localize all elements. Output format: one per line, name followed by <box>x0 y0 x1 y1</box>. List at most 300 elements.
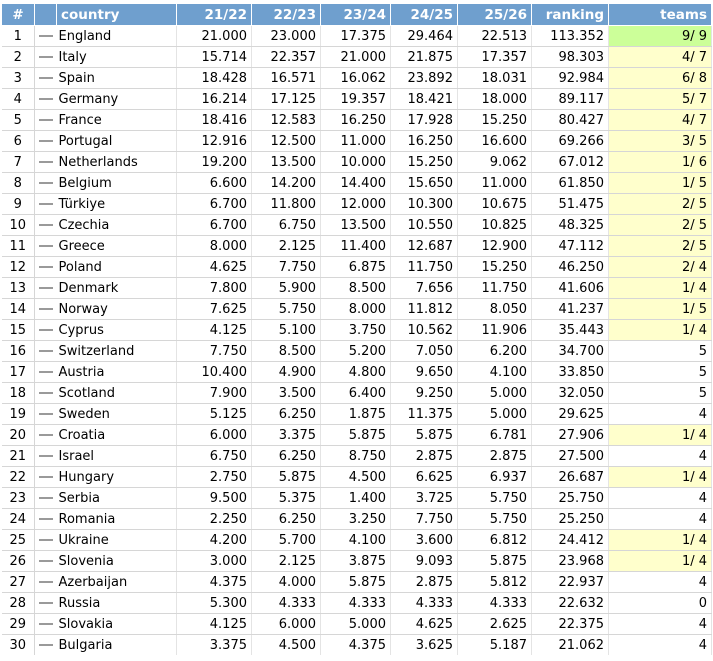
header-teams[interactable]: teams <box>609 4 712 26</box>
dash-icon <box>39 203 53 205</box>
season-2122-cell: 18.416 <box>177 110 252 131</box>
season-2122-cell: 4.125 <box>177 320 252 341</box>
table-row <box>2 530 712 551</box>
rank-cell: 27 <box>2 572 35 593</box>
header-trend <box>35 4 57 26</box>
season-2223-cell: 12.500 <box>252 131 321 152</box>
season-2526-cell: 22.513 <box>458 26 532 47</box>
teams-cell: 4 <box>609 635 712 656</box>
country-cell: Bulgaria <box>57 635 177 656</box>
season-2425-cell: 11.812 <box>391 299 458 320</box>
teams-cell: 5/ 7 <box>609 89 712 110</box>
table-row <box>2 26 712 47</box>
teams-cell: 2/ 4 <box>609 257 712 278</box>
season-2526-cell: 6.812 <box>458 530 532 551</box>
season-2223-cell: 6.750 <box>252 215 321 236</box>
trend-cell <box>35 614 57 635</box>
header-row <box>2 4 712 26</box>
season-2122-cell: 18.428 <box>177 68 252 89</box>
country-cell: Italy <box>57 47 177 68</box>
rank-cell: 22 <box>2 467 35 488</box>
teams-cell: 4 <box>609 614 712 635</box>
trend-cell <box>35 593 57 614</box>
season-2526-cell: 8.050 <box>458 299 532 320</box>
season-2122-cell: 7.625 <box>177 299 252 320</box>
ranking-cell: 51.475 <box>532 194 609 215</box>
dash-icon <box>39 35 53 37</box>
dash-icon <box>39 623 53 625</box>
country-cell: Russia <box>57 593 177 614</box>
teams-cell: 6/ 8 <box>609 68 712 89</box>
season-2122-cell: 4.625 <box>177 257 252 278</box>
table-row <box>2 173 712 194</box>
rank-cell: 12 <box>2 257 35 278</box>
table-row <box>2 404 712 425</box>
ranking-cell: 41.237 <box>532 299 609 320</box>
season-2425-cell: 9.650 <box>391 362 458 383</box>
season-2122-cell: 7.800 <box>177 278 252 299</box>
season-2324-cell: 4.375 <box>321 635 391 656</box>
season-2324-cell: 17.375 <box>321 26 391 47</box>
teams-cell: 2/ 5 <box>609 194 712 215</box>
trend-cell <box>35 152 57 173</box>
season-2526-cell: 2.875 <box>458 446 532 467</box>
dash-icon <box>39 476 53 478</box>
season-2526-cell: 11.906 <box>458 320 532 341</box>
table-row <box>2 215 712 236</box>
season-2425-cell: 10.300 <box>391 194 458 215</box>
season-2223-cell: 6.000 <box>252 614 321 635</box>
table-row <box>2 614 712 635</box>
rank-cell: 10 <box>2 215 35 236</box>
rank-cell: 3 <box>2 68 35 89</box>
season-2223-cell: 23.000 <box>252 26 321 47</box>
table-row <box>2 425 712 446</box>
season-2526-cell: 4.333 <box>458 593 532 614</box>
table-row <box>2 593 712 614</box>
season-2425-cell: 10.550 <box>391 215 458 236</box>
season-2526-cell: 10.675 <box>458 194 532 215</box>
teams-cell: 1/ 5 <box>609 173 712 194</box>
country-cell: Switzerland <box>57 341 177 362</box>
season-2425-cell: 10.562 <box>391 320 458 341</box>
teams-cell: 5 <box>609 383 712 404</box>
teams-cell: 1/ 6 <box>609 152 712 173</box>
season-2324-cell: 8.500 <box>321 278 391 299</box>
dash-icon <box>39 581 53 583</box>
dash-icon <box>39 539 53 541</box>
season-2324-cell: 5.200 <box>321 341 391 362</box>
dash-icon <box>39 56 53 58</box>
season-2223-cell: 6.250 <box>252 446 321 467</box>
season-2122-cell: 3.000 <box>177 551 252 572</box>
season-2324-cell: 13.500 <box>321 215 391 236</box>
season-2324-cell: 8.750 <box>321 446 391 467</box>
dash-icon <box>39 329 53 331</box>
ranking-cell: 32.050 <box>532 383 609 404</box>
dash-icon <box>39 455 53 457</box>
season-2122-cell: 2.250 <box>177 509 252 530</box>
season-2526-cell: 11.000 <box>458 173 532 194</box>
season-2324-cell: 11.000 <box>321 131 391 152</box>
table-row <box>2 152 712 173</box>
season-2425-cell: 23.892 <box>391 68 458 89</box>
season-2425-cell: 7.050 <box>391 341 458 362</box>
ranking-cell: 22.937 <box>532 572 609 593</box>
rank-cell: 28 <box>2 593 35 614</box>
dash-icon <box>39 224 53 226</box>
header-country[interactable]: country <box>57 4 177 26</box>
teams-cell: 2/ 5 <box>609 236 712 257</box>
season-2526-cell: 15.250 <box>458 257 532 278</box>
country-cell: Slovenia <box>57 551 177 572</box>
teams-cell: 1/ 4 <box>609 425 712 446</box>
season-2122-cell: 7.750 <box>177 341 252 362</box>
teams-cell: 4/ 7 <box>609 110 712 131</box>
rank-cell: 20 <box>2 425 35 446</box>
country-cell: Austria <box>57 362 177 383</box>
season-2526-cell: 11.750 <box>458 278 532 299</box>
season-2223-cell: 13.500 <box>252 152 321 173</box>
season-2223-cell: 5.875 <box>252 467 321 488</box>
teams-cell: 0 <box>609 593 712 614</box>
teams-cell: 4 <box>609 404 712 425</box>
season-2324-cell: 16.250 <box>321 110 391 131</box>
country-cell: England <box>57 26 177 47</box>
season-2223-cell: 7.750 <box>252 257 321 278</box>
rank-cell: 18 <box>2 383 35 404</box>
ranking-cell: 35.443 <box>532 320 609 341</box>
season-2122-cell: 8.000 <box>177 236 252 257</box>
ranking-cell: 25.750 <box>532 488 609 509</box>
country-cell: Denmark <box>57 278 177 299</box>
season-2122-cell: 6.700 <box>177 194 252 215</box>
trend-cell <box>35 68 57 89</box>
ranking-cell: 89.117 <box>532 89 609 110</box>
rank-cell: 7 <box>2 152 35 173</box>
season-2223-cell: 22.357 <box>252 47 321 68</box>
season-2324-cell: 21.000 <box>321 47 391 68</box>
teams-cell: 4 <box>609 572 712 593</box>
country-cell: Portugal <box>57 131 177 152</box>
season-2324-cell: 1.875 <box>321 404 391 425</box>
season-2526-cell: 5.875 <box>458 551 532 572</box>
country-cell: Scotland <box>57 383 177 404</box>
season-2324-cell: 10.000 <box>321 152 391 173</box>
header-season-2526[interactable]: 25/26 <box>458 4 532 26</box>
rank-cell: 1 <box>2 26 35 47</box>
season-2526-cell: 5.000 <box>458 404 532 425</box>
table-row <box>2 362 712 383</box>
trend-cell <box>35 110 57 131</box>
trend-cell <box>35 320 57 341</box>
trend-cell <box>35 446 57 467</box>
teams-cell: 4 <box>609 488 712 509</box>
season-2223-cell: 4.333 <box>252 593 321 614</box>
trend-cell <box>35 341 57 362</box>
trend-cell <box>35 236 57 257</box>
country-cell: Slovakia <box>57 614 177 635</box>
ranking-cell: 46.250 <box>532 257 609 278</box>
trend-cell <box>35 89 57 110</box>
season-2526-cell: 16.600 <box>458 131 532 152</box>
dash-icon <box>39 560 53 562</box>
trend-cell <box>35 362 57 383</box>
rank-cell: 8 <box>2 173 35 194</box>
season-2122-cell: 4.375 <box>177 572 252 593</box>
ranking-cell: 21.062 <box>532 635 609 656</box>
season-2526-cell: 12.900 <box>458 236 532 257</box>
trend-cell <box>35 278 57 299</box>
season-2526-cell: 18.031 <box>458 68 532 89</box>
season-2223-cell: 5.100 <box>252 320 321 341</box>
season-2425-cell: 3.625 <box>391 635 458 656</box>
ranking-cell: 27.906 <box>532 425 609 446</box>
trend-cell <box>35 635 57 656</box>
season-2425-cell: 12.687 <box>391 236 458 257</box>
season-2223-cell: 17.125 <box>252 89 321 110</box>
ranking-cell: 61.850 <box>532 173 609 194</box>
season-2425-cell: 3.725 <box>391 488 458 509</box>
season-2122-cell: 21.000 <box>177 26 252 47</box>
table-row <box>2 257 712 278</box>
trend-cell <box>35 257 57 278</box>
teams-cell: 1/ 4 <box>609 320 712 341</box>
country-cell: Germany <box>57 89 177 110</box>
ranking-cell: 98.303 <box>532 47 609 68</box>
trend-cell <box>35 215 57 236</box>
season-2122-cell: 16.214 <box>177 89 252 110</box>
teams-cell: 2/ 5 <box>609 215 712 236</box>
country-cell: Poland <box>57 257 177 278</box>
season-2223-cell: 6.250 <box>252 404 321 425</box>
rank-cell: 23 <box>2 488 35 509</box>
country-cell: Israel <box>57 446 177 467</box>
dash-icon <box>39 308 53 310</box>
season-2223-cell: 4.900 <box>252 362 321 383</box>
dash-icon <box>39 350 53 352</box>
season-2324-cell: 3.750 <box>321 320 391 341</box>
season-2526-cell: 4.100 <box>458 362 532 383</box>
ranking-cell: 25.250 <box>532 509 609 530</box>
rank-cell: 13 <box>2 278 35 299</box>
season-2425-cell: 18.421 <box>391 89 458 110</box>
season-2324-cell: 16.062 <box>321 68 391 89</box>
country-cell: Greece <box>57 236 177 257</box>
rank-cell: 6 <box>2 131 35 152</box>
dash-icon <box>39 182 53 184</box>
dash-icon <box>39 602 53 604</box>
ranking-cell: 47.112 <box>532 236 609 257</box>
teams-cell: 4 <box>609 446 712 467</box>
season-2425-cell: 2.875 <box>391 572 458 593</box>
season-2425-cell: 16.250 <box>391 131 458 152</box>
season-2324-cell: 4.800 <box>321 362 391 383</box>
season-2122-cell: 2.750 <box>177 467 252 488</box>
season-2324-cell: 8.000 <box>321 299 391 320</box>
table-row <box>2 467 712 488</box>
dash-icon <box>39 287 53 289</box>
season-2223-cell: 6.250 <box>252 509 321 530</box>
country-cell: France <box>57 110 177 131</box>
country-cell: Cyprus <box>57 320 177 341</box>
ranking-cell: 113.352 <box>532 26 609 47</box>
season-2526-cell: 15.250 <box>458 110 532 131</box>
country-cell: Romania <box>57 509 177 530</box>
trend-cell <box>35 383 57 404</box>
season-2324-cell: 11.400 <box>321 236 391 257</box>
season-2526-cell: 10.825 <box>458 215 532 236</box>
season-2122-cell: 10.400 <box>177 362 252 383</box>
season-2122-cell: 5.125 <box>177 404 252 425</box>
ranking-cell: 92.984 <box>532 68 609 89</box>
season-2324-cell: 4.333 <box>321 593 391 614</box>
season-2223-cell: 11.800 <box>252 194 321 215</box>
table-row <box>2 383 712 404</box>
table-row <box>2 194 712 215</box>
dash-icon <box>39 245 53 247</box>
header-season-2324[interactable]: 23/24 <box>321 4 391 26</box>
season-2223-cell: 5.750 <box>252 299 321 320</box>
ranking-cell: 33.850 <box>532 362 609 383</box>
season-2526-cell: 6.200 <box>458 341 532 362</box>
season-2223-cell: 3.500 <box>252 383 321 404</box>
season-2425-cell: 15.650 <box>391 173 458 194</box>
trend-cell <box>35 530 57 551</box>
dash-icon <box>39 497 53 499</box>
rank-cell: 21 <box>2 446 35 467</box>
dash-icon <box>39 77 53 79</box>
dash-icon <box>39 392 53 394</box>
season-2425-cell: 2.875 <box>391 446 458 467</box>
season-2425-cell: 11.375 <box>391 404 458 425</box>
season-2122-cell: 9.500 <box>177 488 252 509</box>
season-2526-cell: 5.812 <box>458 572 532 593</box>
ranking-table <box>1 3 712 655</box>
teams-cell: 1/ 4 <box>609 467 712 488</box>
season-2324-cell: 4.100 <box>321 530 391 551</box>
season-2526-cell: 5.750 <box>458 509 532 530</box>
rank-cell: 11 <box>2 236 35 257</box>
country-cell: Azerbaijan <box>57 572 177 593</box>
season-2223-cell: 16.571 <box>252 68 321 89</box>
ranking-cell: 29.625 <box>532 404 609 425</box>
rank-cell: 5 <box>2 110 35 131</box>
season-2122-cell: 5.300 <box>177 593 252 614</box>
country-cell: Belgium <box>57 173 177 194</box>
season-2425-cell: 7.750 <box>391 509 458 530</box>
season-2526-cell: 6.937 <box>458 467 532 488</box>
season-2526-cell: 5.187 <box>458 635 532 656</box>
teams-cell: 9/ 9 <box>609 26 712 47</box>
season-2223-cell: 8.500 <box>252 341 321 362</box>
season-2324-cell: 5.875 <box>321 572 391 593</box>
trend-cell <box>35 404 57 425</box>
season-2122-cell: 4.125 <box>177 614 252 635</box>
dash-icon <box>39 119 53 121</box>
season-2425-cell: 9.093 <box>391 551 458 572</box>
season-2223-cell: 5.900 <box>252 278 321 299</box>
rank-cell: 24 <box>2 509 35 530</box>
rank-cell: 2 <box>2 47 35 68</box>
country-cell: Serbia <box>57 488 177 509</box>
dash-icon <box>39 644 53 646</box>
table-row <box>2 236 712 257</box>
rank-cell: 16 <box>2 341 35 362</box>
table-row <box>2 446 712 467</box>
season-2324-cell: 5.000 <box>321 614 391 635</box>
teams-cell: 5 <box>609 362 712 383</box>
season-2324-cell: 3.250 <box>321 509 391 530</box>
ranking-cell: 48.325 <box>532 215 609 236</box>
trend-cell <box>35 47 57 68</box>
header-season-2425[interactable]: 24/25 <box>391 4 458 26</box>
season-2324-cell: 4.500 <box>321 467 391 488</box>
season-2324-cell: 12.000 <box>321 194 391 215</box>
header-season-2122[interactable]: 21/22 <box>177 4 252 26</box>
rank-cell: 17 <box>2 362 35 383</box>
season-2122-cell: 6.750 <box>177 446 252 467</box>
season-2425-cell: 4.625 <box>391 614 458 635</box>
season-2324-cell: 5.875 <box>321 425 391 446</box>
season-2425-cell: 15.250 <box>391 152 458 173</box>
trend-cell <box>35 509 57 530</box>
season-2425-cell: 4.333 <box>391 593 458 614</box>
dash-icon <box>39 140 53 142</box>
country-cell: Netherlands <box>57 152 177 173</box>
table-row <box>2 278 712 299</box>
header-season-2223[interactable]: 22/23 <box>252 4 321 26</box>
header-ranking[interactable]: ranking <box>532 4 609 26</box>
season-2425-cell: 7.656 <box>391 278 458 299</box>
season-2526-cell: 17.357 <box>458 47 532 68</box>
ranking-cell: 22.375 <box>532 614 609 635</box>
trend-cell <box>35 551 57 572</box>
season-2425-cell: 6.625 <box>391 467 458 488</box>
table-row <box>2 551 712 572</box>
teams-cell: 1/ 4 <box>609 551 712 572</box>
ranking-cell: 22.632 <box>532 593 609 614</box>
dash-icon <box>39 98 53 100</box>
dash-icon <box>39 518 53 520</box>
country-cell: Ukraine <box>57 530 177 551</box>
teams-cell: 3/ 5 <box>609 131 712 152</box>
ranking-cell: 27.500 <box>532 446 609 467</box>
season-2526-cell: 9.062 <box>458 152 532 173</box>
trend-cell <box>35 572 57 593</box>
season-2526-cell: 18.000 <box>458 89 532 110</box>
season-2223-cell: 4.000 <box>252 572 321 593</box>
season-2324-cell: 6.400 <box>321 383 391 404</box>
rank-cell: 15 <box>2 320 35 341</box>
trend-cell <box>35 131 57 152</box>
season-2425-cell: 21.875 <box>391 47 458 68</box>
season-2223-cell: 12.583 <box>252 110 321 131</box>
season-2122-cell: 4.200 <box>177 530 252 551</box>
season-2223-cell: 14.200 <box>252 173 321 194</box>
table-row <box>2 68 712 89</box>
country-cell: Norway <box>57 299 177 320</box>
season-2324-cell: 1.400 <box>321 488 391 509</box>
table-row <box>2 488 712 509</box>
header-rank[interactable]: # <box>2 4 35 26</box>
table-row <box>2 635 712 656</box>
season-2223-cell: 4.500 <box>252 635 321 656</box>
season-2122-cell: 15.714 <box>177 47 252 68</box>
teams-cell: 1/ 5 <box>609 299 712 320</box>
season-2425-cell: 3.600 <box>391 530 458 551</box>
country-cell: Czechia <box>57 215 177 236</box>
